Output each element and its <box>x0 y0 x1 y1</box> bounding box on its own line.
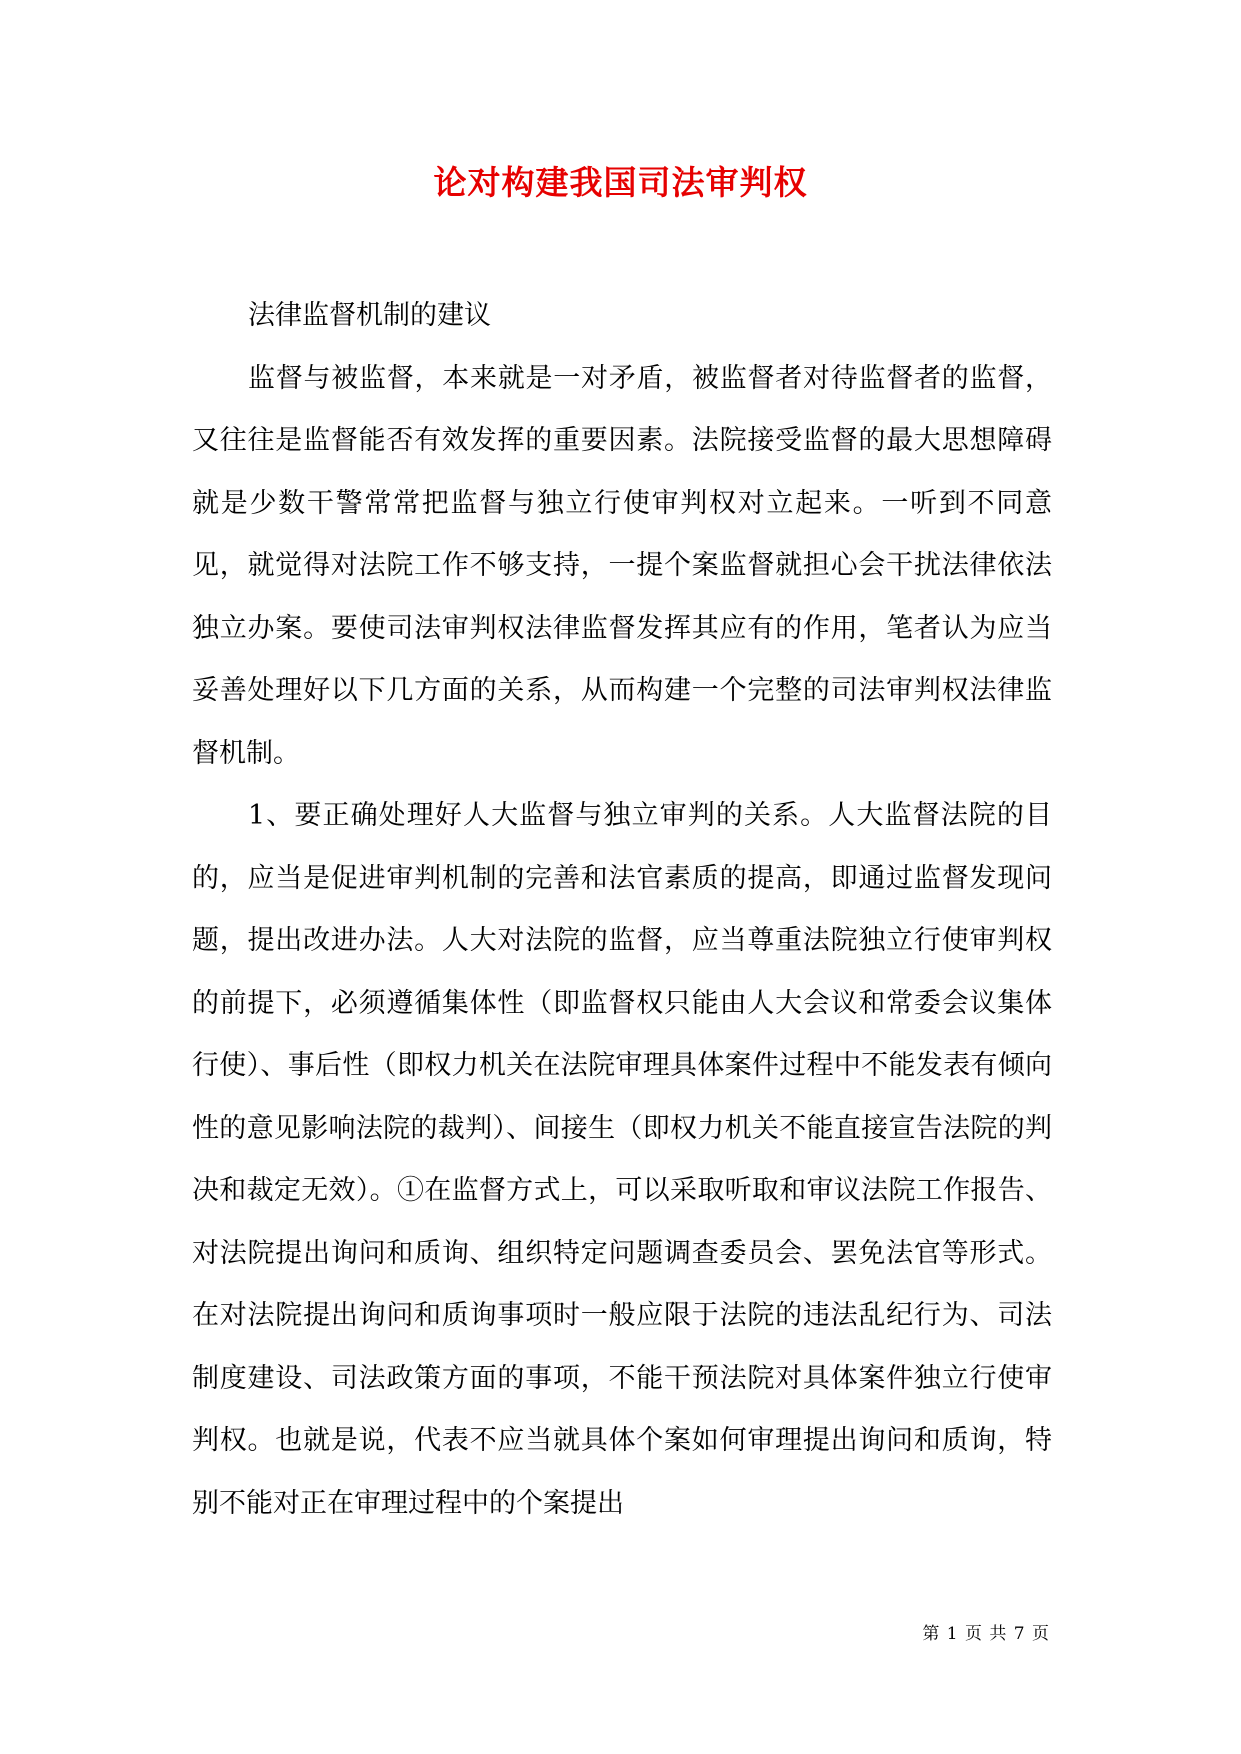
paragraph-intro: 监督与被监督，本来就是一对矛盾，被监督者对待监督者的监督，又往往是监督能否有效发挥的重要因素。法院接受监督的最大思想障碍就是少数干警常常把监督与独立行使审判权对立起来。一听到不同意见，就觉得对法院工作不够支持，一提个案监督就担心会干扰法律依法独立办案。要使司法审判权法律监督发挥其应有的作用，笔者认为应当妥善处理好以下几方面的关系，从而构建一个完整的司法审判权法律监督机制。 <box>192 362 1052 769</box>
document-body <box>192 285 1052 1535</box>
paragraph-subtitle: 法律监督机制的建议 <box>248 300 491 331</box>
page-number-footer: 第 1 页 共 7 页 <box>922 1624 1050 1644</box>
document-title: 论对构建我国司法审判权 <box>433 163 808 202</box>
paragraph-point-1: 1、要正确处理好人大监督与独立审判的关系。人大监督法院的目的，应当是促进审判机制的完善和法官素质的提高，即通过监督发现问题，提出改进办法。人大对法院的监督，应当尊重法院独立行使审判权的前提下，必须遵循集体性（即监督权只能由人大会议和常委会议集体行使）、事后性（即权力机关在法院审理具体案件过程中不能发表有倾向性的意见影响法院的裁判）、间接生（即权力机关不能直接宣告法院的判决和裁定无效）。①在监督方式上，可以采取听取和审议法院工作报告、对法院提出询问和质询、组织特定问题调查委员会、罢免法官等形式。在对法院提出询问和质询事项时一般应限于法院的违法乱纪行为、司法制度建设、司法政策方面的事项，不能干预法院对具体案件独立行使审判权。也就是说，代表不应当就具体个案如何审理提出询问和质询，特别不能对正在审理过程中的个案提出 <box>192 800 1052 1519</box>
